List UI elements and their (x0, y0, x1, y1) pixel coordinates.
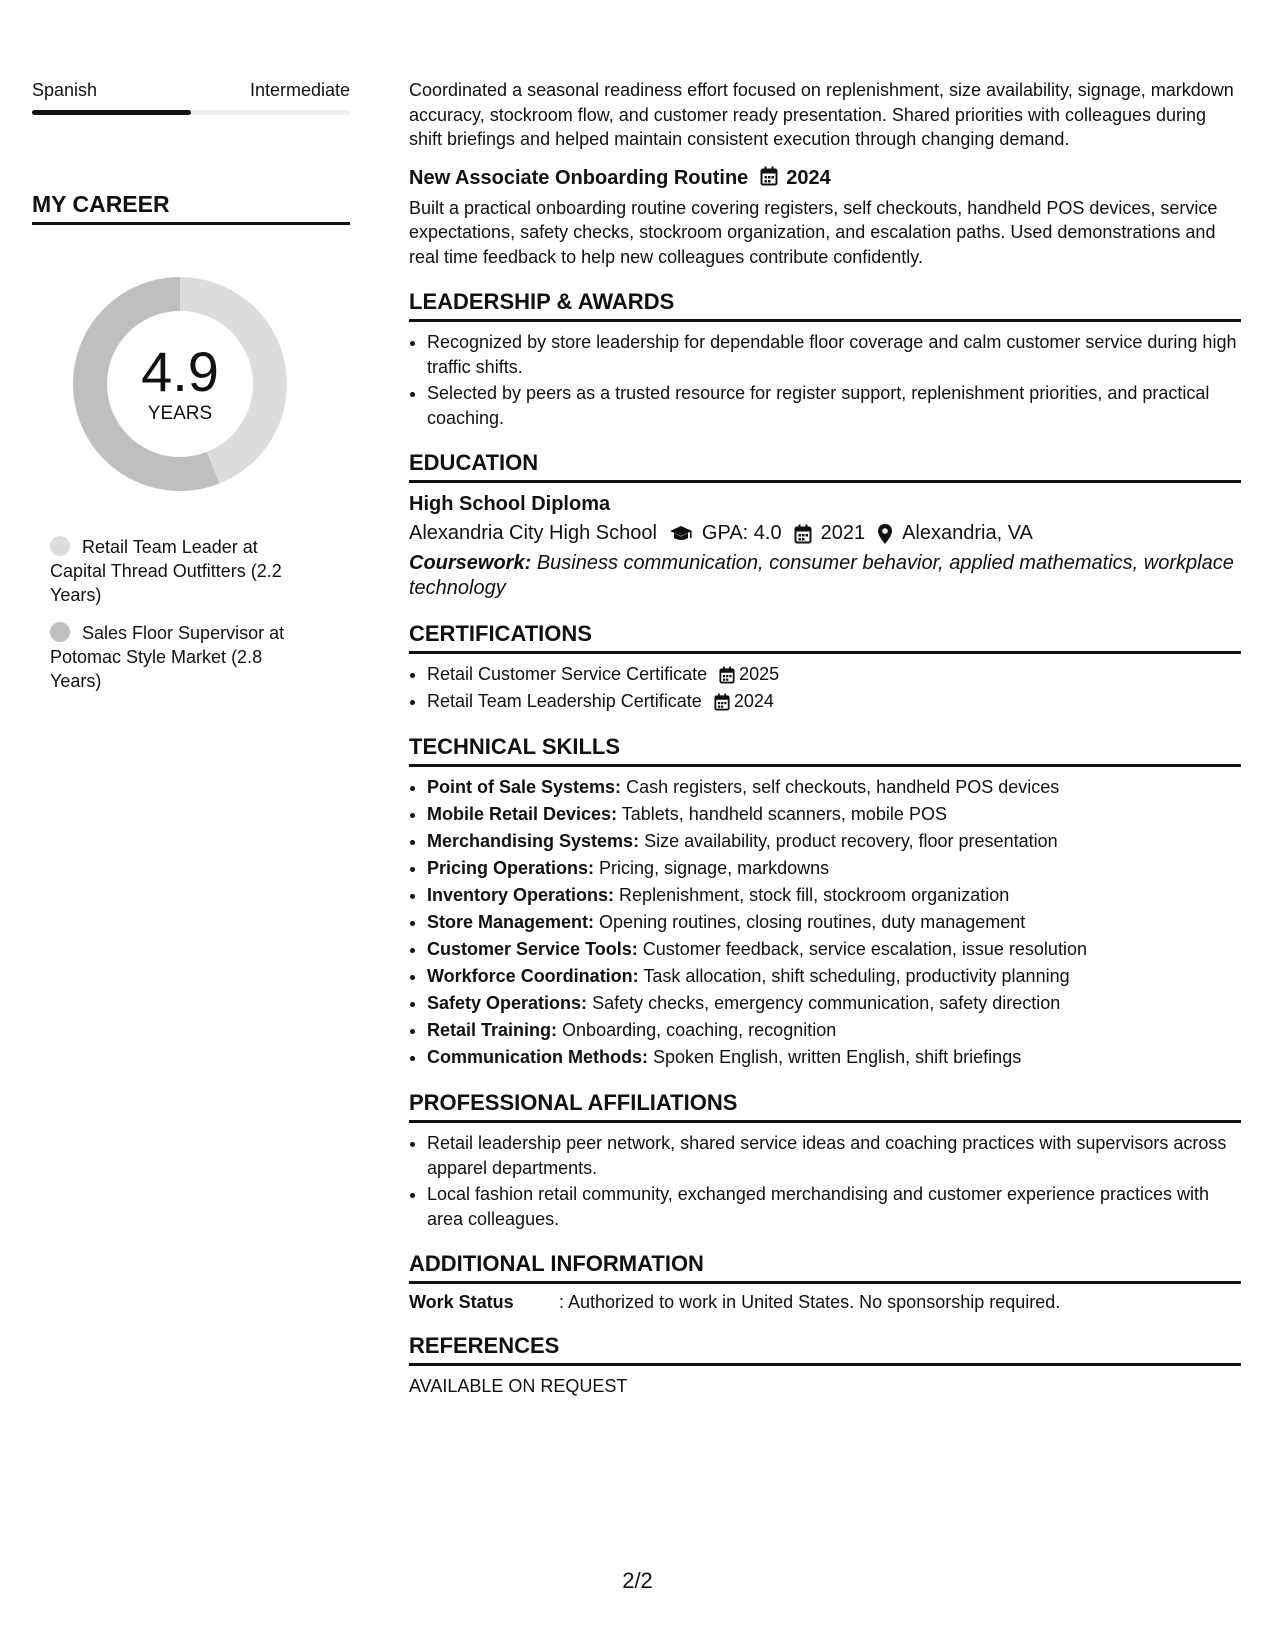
skill-label: Retail Training: (427, 1020, 558, 1040)
skill-value: Cash registers, self checkouts, handheld POS devices (626, 777, 1060, 797)
education-section-title: EDUCATION (409, 450, 1241, 483)
certification-item (427, 662, 1241, 687)
certification-year: 2025 (739, 664, 780, 684)
legend-dot-icon (50, 536, 70, 556)
skill-value: Tablets, handheld scanners, mobile POS (621, 804, 947, 824)
project-year: 2024 (786, 167, 831, 189)
project-title: New Associate Onboarding Routine (409, 167, 749, 189)
leadership-list (409, 330, 1241, 430)
skill-value: Opening routines, closing routines, duty management (599, 912, 1026, 932)
skill-value: Onboarding, coaching, recognition (562, 1020, 837, 1040)
affiliation-item: • Local fashion retail community, exchanged merchandising and customer experience practices with area colleagues. (427, 1182, 1241, 1231)
skill-item (427, 856, 1241, 881)
total-years-value: 4.9 (141, 340, 219, 403)
skill-item (427, 775, 1241, 800)
calendar-icon (714, 693, 730, 711)
calendar-icon (794, 524, 812, 544)
career-legend-item (50, 621, 310, 693)
skill-label: Inventory Operations: (427, 885, 615, 905)
project-title-row (409, 166, 1241, 192)
education-gpa: GPA: 4.0 (701, 522, 782, 544)
skill-value: Task allocation, shift scheduling, productivity planning (643, 966, 1070, 986)
donut-center (65, 269, 295, 499)
references-text: AVAILABLE ON REQUEST (409, 1376, 628, 1396)
skill-value: Replenishment, stock fill, stockroom organization (619, 885, 1010, 905)
project-description: Built a practical onboarding routine covering registers, self checkouts, handheld POS devices, service expectations, safety checks, stockroom organization, and escalation paths. Used demonstrations and real time feedback to help new colleagues contribute confidently. (409, 197, 1218, 267)
skill-label: Communication Methods: (427, 1047, 648, 1067)
page-number: 2/2 (622, 1568, 653, 1593)
skill-item (427, 829, 1241, 854)
sidebar (32, 80, 350, 707)
language-proficiency-bar (32, 110, 350, 115)
certifications-list (409, 662, 1241, 714)
calendar-icon (719, 666, 735, 684)
coursework-text: Business communication, consumer behavior, applied mathematics, workplace technology (409, 552, 1234, 599)
career-role-label: Retail Team Leader at Capital Thread Outfitters (2.2 Years) (50, 537, 282, 605)
intro-paragraph: Coordinated a seasonal readiness effort focused on replenishment, size availability, signage, markdown accuracy, stockroom flow, and customer ready presentation. Shared priorities with colleagues during shift briefings and helped maintain consistent execution through changing demand. (409, 80, 1234, 149)
leadership-item: • Recognized by store leadership for dependable floor coverage and calm customer service during high traffic shifts. (427, 330, 1241, 379)
leadership-item: • Selected by peers as a trusted resource for register support, replenishment priorities, and practical coaching. (427, 381, 1241, 430)
leadership-section-title: LEADERSHIP & AWARDS (409, 289, 1241, 322)
education-details (409, 522, 1241, 545)
skill-label: Safety Operations: (427, 993, 588, 1013)
education-degree: High School Diploma (409, 493, 611, 515)
calendar-icon (760, 166, 778, 192)
certification-name: • Retail Customer Service Certificate (427, 664, 708, 684)
career-legend-item (50, 535, 310, 607)
career-section-title: MY CAREER (32, 191, 350, 225)
education-year: 2021 (820, 522, 866, 544)
language-name: Spanish (32, 80, 98, 100)
skill-value: Customer feedback, service escalation, issue resolution (642, 939, 1087, 959)
certification-year: 2024 (733, 691, 774, 711)
certification-name: • Retail Team Leadership Certificate (427, 691, 702, 711)
skills-list (409, 775, 1241, 1070)
graduation-cap-icon (669, 525, 693, 543)
work-status-row (409, 1292, 1241, 1313)
skill-label: Workforce Coordination: (427, 966, 639, 986)
skill-label: Mobile Retail Devices: (427, 804, 618, 824)
skill-item (427, 964, 1241, 989)
skill-value: Pricing, signage, markdowns (599, 858, 830, 878)
work-status-value: : Authorized to work in United States. No sponsorship required. (559, 1292, 1061, 1312)
skill-label: Merchandising Systems: (427, 831, 640, 851)
career-donut-chart (65, 269, 295, 499)
skill-value: Spoken English, written English, shift briefings (653, 1047, 1022, 1067)
skill-label: Store Management: (427, 912, 595, 932)
skill-value: Size availability, product recovery, floor presentation (644, 831, 1058, 851)
references-section-title: REFERENCES (409, 1333, 1241, 1366)
language-row (32, 80, 350, 101)
certification-item (427, 689, 1241, 714)
skill-value: Safety checks, emergency communication, safety direction (592, 993, 1061, 1013)
certifications-section-title: CERTIFICATIONS (409, 621, 1241, 654)
affiliation-item: • Retail leadership peer network, shared service ideas and coaching practices with supervisors across apparel departments. (427, 1131, 1241, 1180)
location-pin-icon (877, 523, 893, 545)
additional-section-title: ADDITIONAL INFORMATION (409, 1251, 1241, 1284)
total-years-unit: YEARS (147, 403, 213, 424)
skill-item (427, 991, 1241, 1016)
education-coursework (409, 551, 1241, 601)
skill-label: Pricing Operations: (427, 858, 595, 878)
skill-item (427, 1045, 1241, 1070)
education-location: Alexandria, VA (902, 522, 1033, 544)
affiliations-section-title: PROFESSIONAL AFFILIATIONS (409, 1090, 1241, 1123)
skill-label: Customer Service Tools: (427, 939, 638, 959)
coursework-label: Coursework: (409, 552, 532, 574)
main-content (409, 78, 1241, 1397)
language-proficiency-fill (32, 110, 191, 115)
affiliations-list (409, 1131, 1241, 1231)
language-level: Intermediate (249, 80, 350, 100)
skill-item (427, 1018, 1241, 1043)
skill-item (427, 883, 1241, 908)
skills-section-title: TECHNICAL SKILLS (409, 734, 1241, 767)
skill-item (427, 937, 1241, 962)
career-legend (32, 535, 350, 693)
skill-label: Point of Sale Systems: (427, 777, 622, 797)
legend-dot-icon (50, 622, 70, 642)
skill-item (427, 802, 1241, 827)
work-status-label: Work Status (409, 1292, 514, 1312)
career-role-label: Sales Floor Supervisor at Potomac Style Market (2.8 Years) (50, 623, 285, 691)
education-school: Alexandria City High School (409, 522, 657, 544)
skill-item (427, 910, 1241, 935)
